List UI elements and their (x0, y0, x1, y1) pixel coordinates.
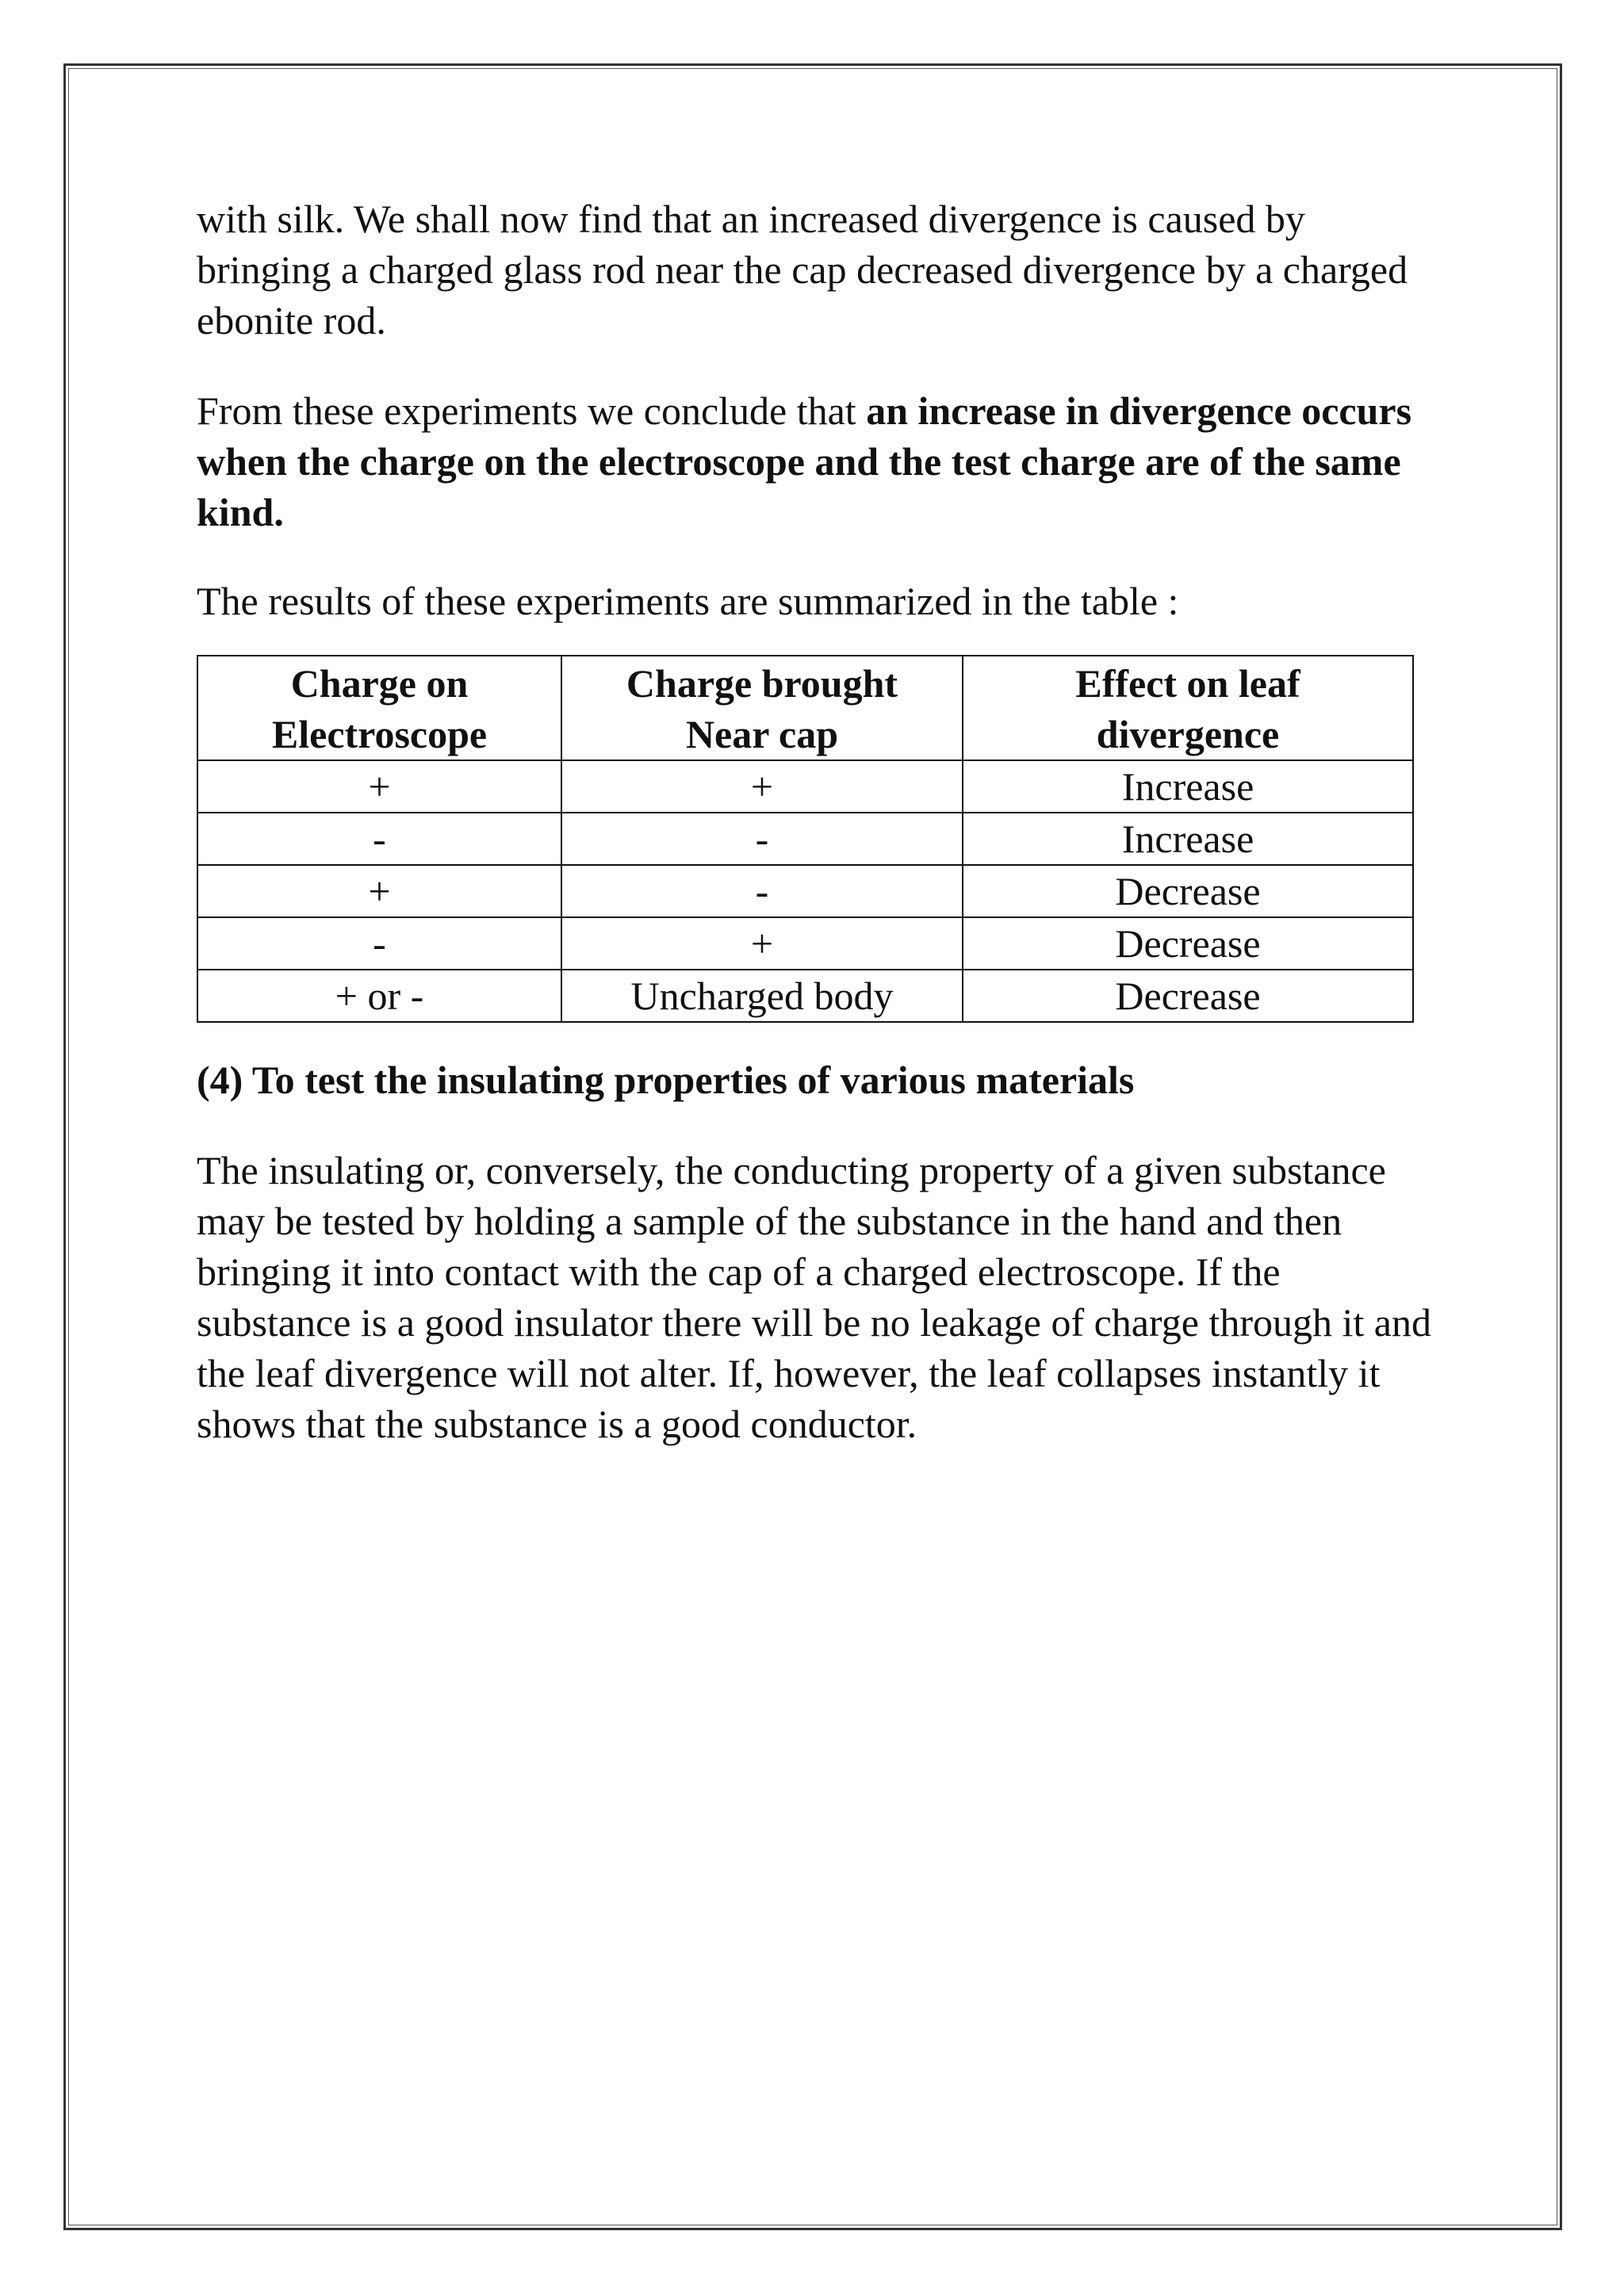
header-charge-brought-near-cap (561, 656, 963, 760)
header-text: Charge on (290, 661, 469, 706)
table-row (197, 865, 1413, 917)
table-cell: + (561, 917, 963, 970)
section-heading: (4) To test the insulating properties of various materials (197, 1058, 1135, 1102)
paragraph-table-intro: The results of these experiments are summarized in the table : (197, 579, 1179, 623)
paragraph-insulating-test: The insulating or, conversely, the conducting property of a given substance may be tested by holding a sample of the substance in the hand and then bringing it into contact with the cap of a charged electroscope. If the substance is a good insulator there will be no leakage of charge through it and the leaf divergence will not alter. If, however, the leaf collapses instantly it shows that the substance is a good conductor. (197, 1148, 1431, 1446)
header-text: Near cap (685, 712, 839, 756)
table-cell: - (197, 813, 561, 865)
table-cell: Decrease (963, 865, 1413, 917)
conclusion-bold-text: an increase in divergence occurs when the charge on the electroscope and the test charge are of the same kind. (197, 388, 1412, 534)
table-row (197, 917, 1413, 970)
header-text: divergence (1096, 712, 1280, 756)
table-cell: - (561, 865, 963, 917)
table-cell: + (197, 760, 561, 813)
results-table (197, 655, 1414, 1023)
table-cell: Increase (963, 760, 1413, 813)
table-cell: - (197, 917, 561, 970)
table-row (197, 813, 1413, 865)
table-cell: Decrease (963, 970, 1413, 1022)
header-text: Charge brought (626, 661, 898, 706)
table-cell: Uncharged body (561, 970, 963, 1022)
table-cell: + (197, 865, 561, 917)
header-text: Electroscope (271, 712, 488, 756)
conclusion-lead-text: From these experiments we conclude that (197, 388, 867, 433)
table-cell: + or - (197, 970, 561, 1022)
table-cell: Increase (963, 813, 1413, 865)
paragraph-conclusion (197, 385, 1434, 538)
table-cell: - (561, 813, 963, 865)
table-cell: + (561, 760, 963, 813)
table-row (197, 760, 1413, 813)
table-cell: Decrease (963, 917, 1413, 970)
page-content (197, 193, 1434, 1449)
paragraph-intro: with silk. We shall now find that an increased divergence is caused by bringing a charged glass rod near the cap decreased divergence by a charged ebonite rod. (197, 197, 1408, 342)
header-charge-on-electroscope (197, 656, 561, 760)
table-header-row (197, 656, 1413, 760)
table-row (197, 970, 1413, 1022)
header-text: Effect on leaf (1075, 661, 1300, 706)
header-effect-on-leaf-divergence (963, 656, 1413, 760)
